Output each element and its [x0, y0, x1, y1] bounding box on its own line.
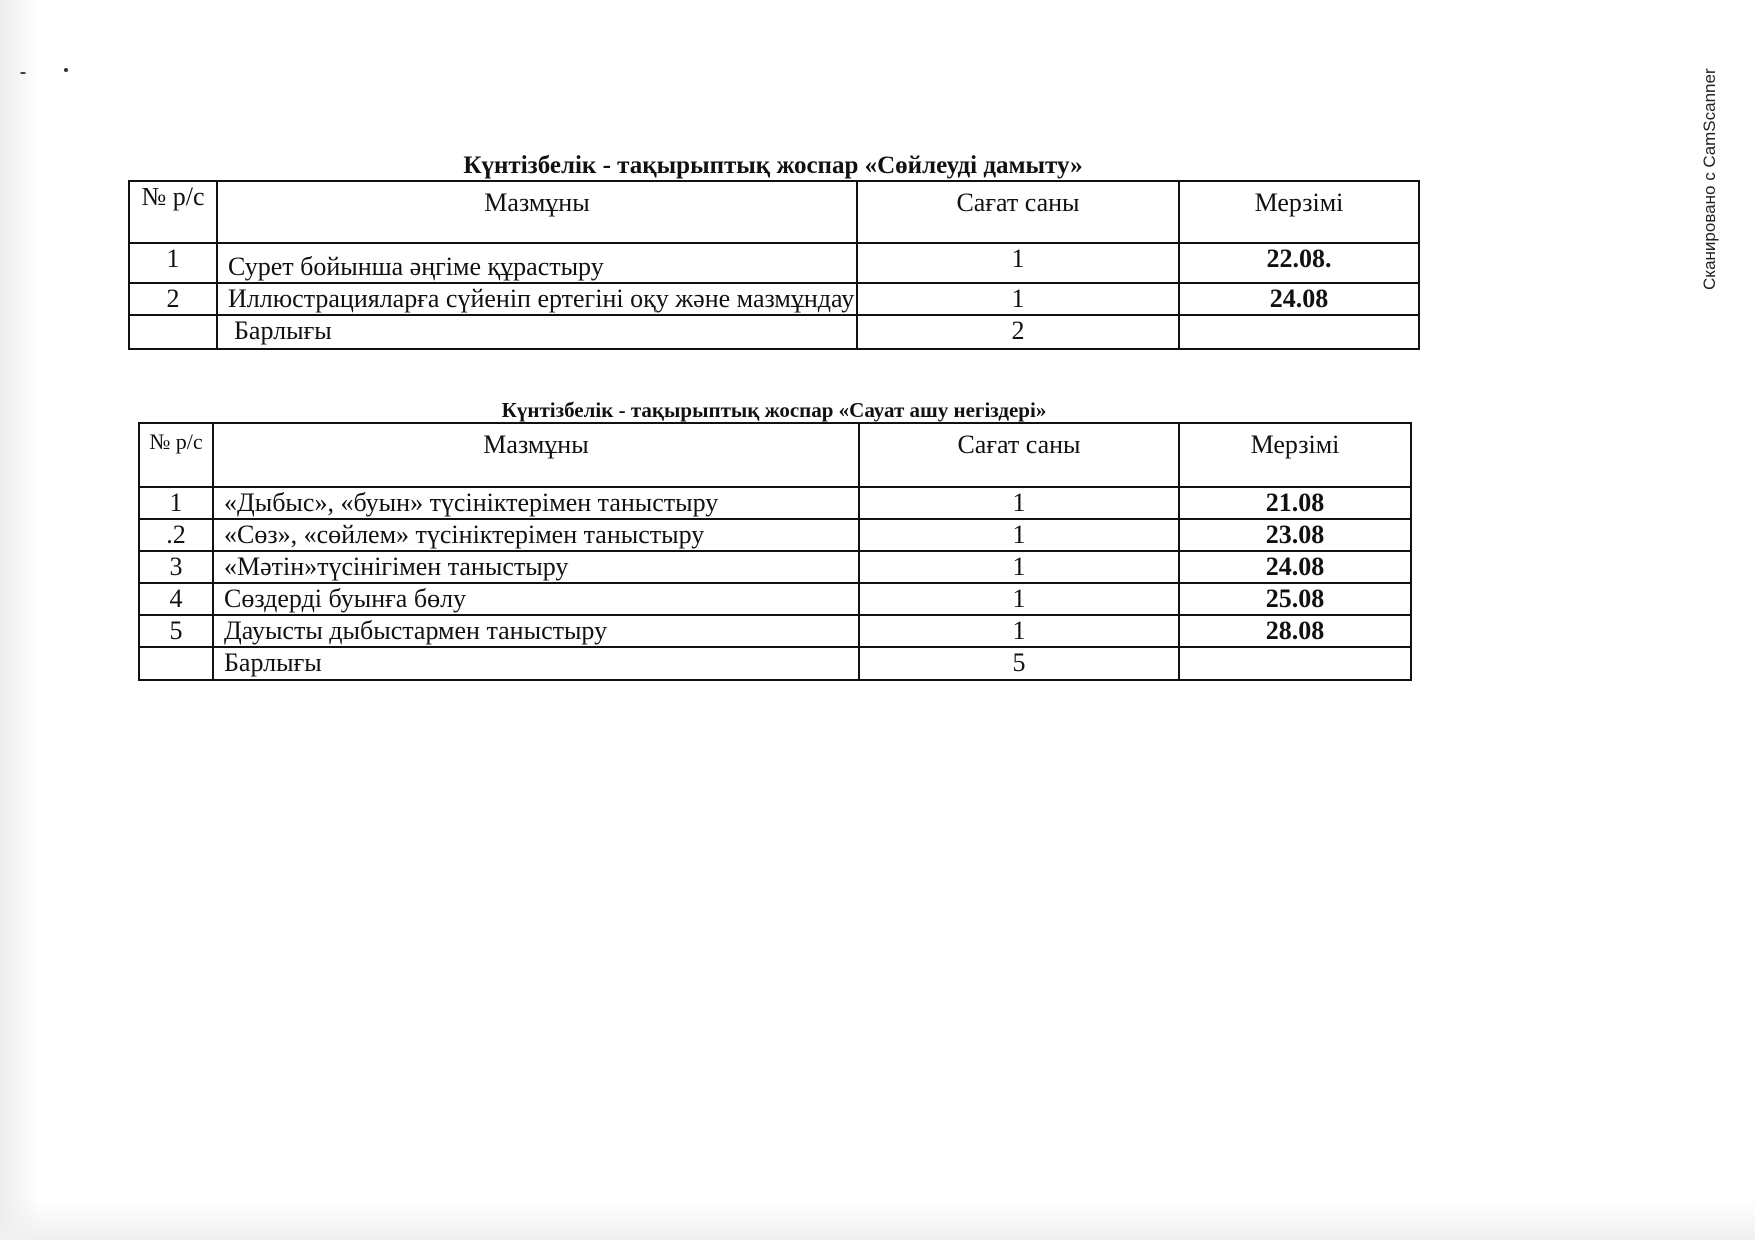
- row-hours: 1: [857, 283, 1179, 315]
- table-total-row: [129, 315, 1419, 349]
- scan-speck: [64, 68, 68, 72]
- total-date-empty: [1179, 315, 1419, 349]
- table-row: [139, 519, 1411, 551]
- col-header-date: Мерзімі: [1179, 181, 1419, 243]
- row-content: Сөздерді буынға бөлу: [213, 583, 859, 615]
- row-date: 22.08.: [1179, 243, 1419, 283]
- row-content: Сурет бойынша әңгіме құрастыру: [217, 243, 857, 283]
- row-content: Иллюстрацияларға сүйеніп ертегіні оқу және мазмұндау: [217, 283, 857, 315]
- table-row: [129, 283, 1419, 315]
- total-hours: 5: [859, 647, 1179, 680]
- row-number: .2: [139, 519, 213, 551]
- table-row: [139, 487, 1411, 519]
- table-row: [129, 243, 1419, 283]
- row-hours: 1: [857, 243, 1179, 283]
- row-date: 24.08: [1179, 283, 1419, 315]
- col-header-hours: Сағат саны: [859, 423, 1179, 487]
- row-date: 28.08: [1179, 615, 1411, 647]
- col-header-date: Мерзімі: [1179, 423, 1411, 487]
- table-total-row: [139, 647, 1411, 680]
- row-content: «Сөз», «сөйлем» түсініктерімен таныстыру: [213, 519, 859, 551]
- total-hours: 2: [857, 315, 1179, 349]
- row-content: «Дыбыс», «буын» түсініктерімен таныстыру: [213, 487, 859, 519]
- row-date: 21.08: [1179, 487, 1411, 519]
- row-number: 3: [139, 551, 213, 583]
- total-label: Барлығы: [213, 647, 859, 680]
- row-content: «Мәтін»түсінігімен таныстыру: [213, 551, 859, 583]
- camscanner-watermark: Сканировано с CamScanner: [1700, 68, 1719, 290]
- plan-title-speech-development: Күнтізбелік - тақырыптық жоспар «Сөйлеуді дамыту»: [463, 152, 1083, 179]
- table-row: [139, 615, 1411, 647]
- plan-title-literacy-basics: Күнтізбелік - тақырыптық жоспар «Сауат ашу негіздері»: [501, 398, 1047, 422]
- plan-table-speech-development: [128, 180, 1420, 350]
- row-date: 23.08: [1179, 519, 1411, 551]
- row-hours: 1: [859, 487, 1179, 519]
- row-number: 4: [139, 583, 213, 615]
- col-header-number: № р/с: [139, 423, 213, 487]
- total-number-empty: [139, 647, 213, 680]
- row-hours: 1: [859, 519, 1179, 551]
- col-header-content: Мазмұны: [213, 423, 859, 487]
- table-header-row: [129, 181, 1419, 243]
- row-number: 2: [129, 283, 217, 315]
- row-hours: 1: [859, 551, 1179, 583]
- scan-shadow-left: [0, 0, 40, 1240]
- row-number: 5: [139, 615, 213, 647]
- row-hours: 1: [859, 583, 1179, 615]
- row-date: 25.08: [1179, 583, 1411, 615]
- row-hours: 1: [859, 615, 1179, 647]
- col-header-number: № р/с: [129, 181, 217, 243]
- scan-speck: [20, 72, 26, 74]
- row-number: 1: [139, 487, 213, 519]
- total-label: Барлығы: [217, 315, 857, 349]
- row-number: 1: [129, 243, 217, 283]
- total-number-empty: [129, 315, 217, 349]
- row-content: Дауысты дыбыстармен таныстыру: [213, 615, 859, 647]
- col-header-hours: Сағат саны: [857, 181, 1179, 243]
- row-date: 24.08: [1179, 551, 1411, 583]
- total-date-empty: [1179, 647, 1411, 680]
- scan-shadow-bottom: [0, 1200, 1755, 1240]
- table-header-row: [139, 423, 1411, 487]
- table-row: [139, 583, 1411, 615]
- plan-table-literacy-basics: [138, 422, 1412, 681]
- col-header-content: Мазмұны: [217, 181, 857, 243]
- table-row: [139, 551, 1411, 583]
